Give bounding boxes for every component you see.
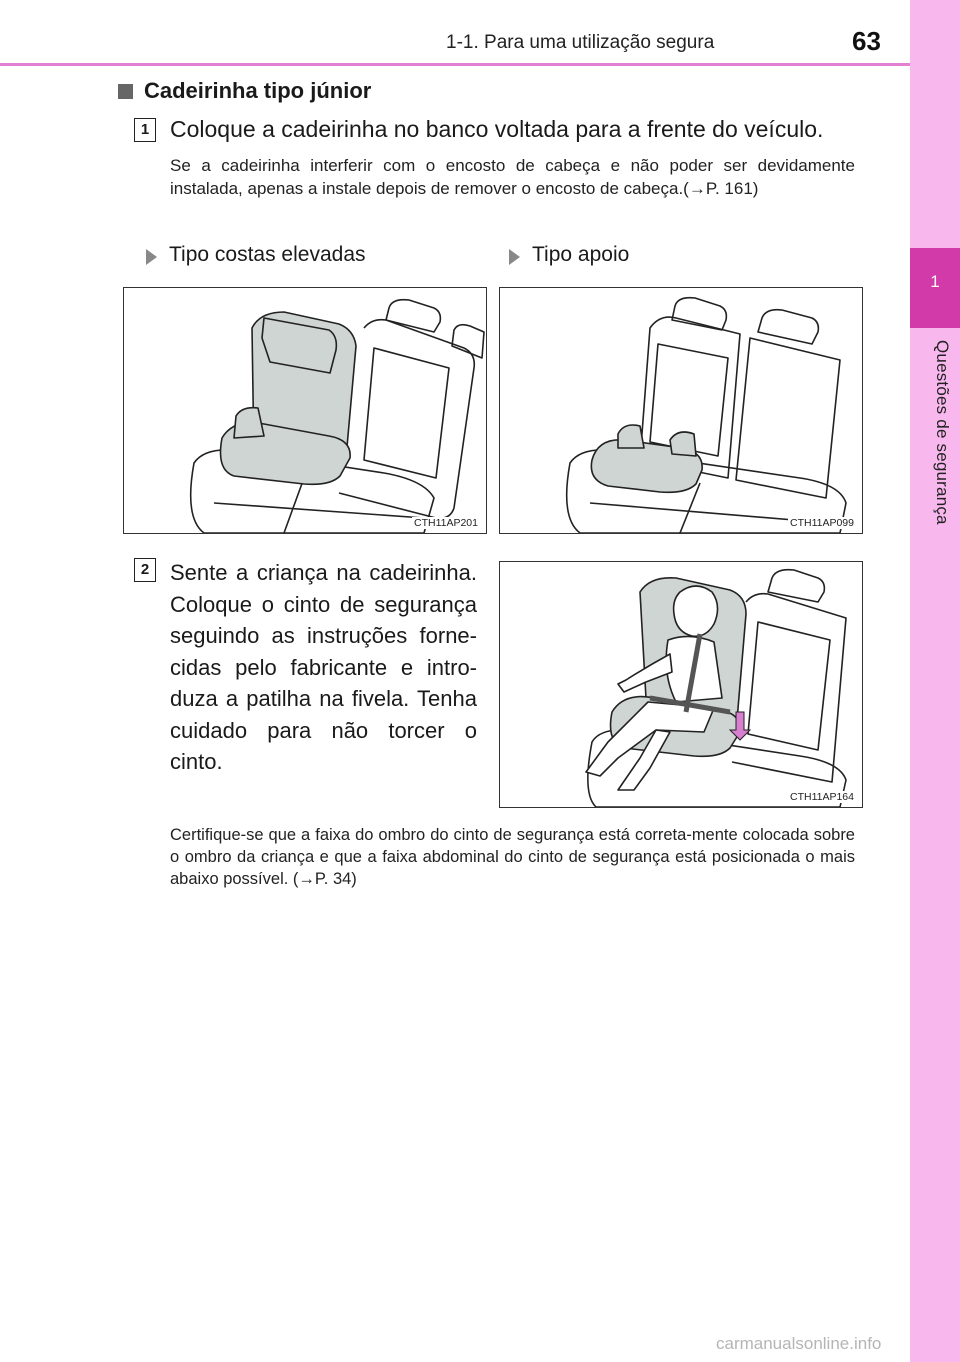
header-rule — [0, 63, 910, 66]
header-section-title: 1-1. Para uma utilização segura — [446, 32, 715, 53]
child-head — [674, 586, 718, 636]
booster-arm-right — [670, 432, 696, 456]
triangle-bullet-icon — [146, 249, 157, 265]
high-back-booster-illustration — [124, 288, 486, 533]
booster-arm-left — [618, 425, 644, 448]
figure-code: CTH11AP164 — [789, 791, 854, 803]
step-2-note: Certifique-se que a faixa do ombro do cinto de segurança está correta-mente colocada sobre o ombro da criança e que a faixa abdominal do cinto de segurança está posicionada o mais abaixo possível. (→P. 34) — [170, 826, 855, 888]
chapter-title: Questões de segurança — [933, 340, 952, 525]
seat-cushion-lines — [214, 478, 424, 533]
headrest-shape — [386, 300, 440, 332]
chapter-side-tab — [910, 0, 960, 1362]
figure-child-in-booster — [499, 561, 863, 808]
triangle-bullet-icon — [509, 249, 520, 265]
type-label-booster: Tipo apoio — [532, 243, 630, 266]
seat-back-panel — [364, 348, 449, 478]
seat-back-right — [736, 338, 840, 498]
step-1-text: Coloque a cadeirinha no banco voltada para a frente do veículo. — [170, 116, 824, 142]
headrest-shape — [672, 298, 726, 330]
figure-code: CTH11AP201 — [413, 517, 478, 529]
step-1-note: Se a cadeirinha interferir com o encosto de cabeça e não poder ser devidamente instalada, apenas a instale depois de remover o encosto de cabeça.(→P. 161) — [170, 156, 855, 198]
step-1-badge: 1 — [134, 118, 156, 142]
child-booster-illustration — [500, 562, 862, 807]
headrest-shape-2 — [758, 310, 818, 344]
watermark: carmanualsonline.info — [716, 1334, 882, 1353]
page-number: 63 — [852, 26, 881, 56]
step-2-badge: 2 — [134, 558, 156, 582]
figure-high-back-booster — [123, 287, 487, 534]
section-title: Cadeirinha tipo júnior — [144, 78, 372, 103]
type-label-high-back: Tipo costas elevadas — [169, 243, 366, 266]
booster-cushion-illustration — [500, 288, 862, 533]
seat-back-panel — [748, 622, 830, 750]
section-bullet-icon — [118, 84, 133, 99]
step-2-text: Sente a criança na cadeirinha. Coloque o cinto de segurança seguindo as instruções forne-cidas pelo fabricante e intro-duza a patilha na fivela. Tenha cuidado para não torcer o cinto. — [170, 560, 477, 774]
figure-code: CTH11AP099 — [789, 517, 854, 529]
seat-back-shape — [339, 320, 474, 519]
headrest-shape-2 — [452, 325, 484, 358]
figure-booster-cushion — [499, 287, 863, 534]
booster-arm — [234, 408, 264, 438]
chapter-number: 1 — [930, 272, 940, 291]
